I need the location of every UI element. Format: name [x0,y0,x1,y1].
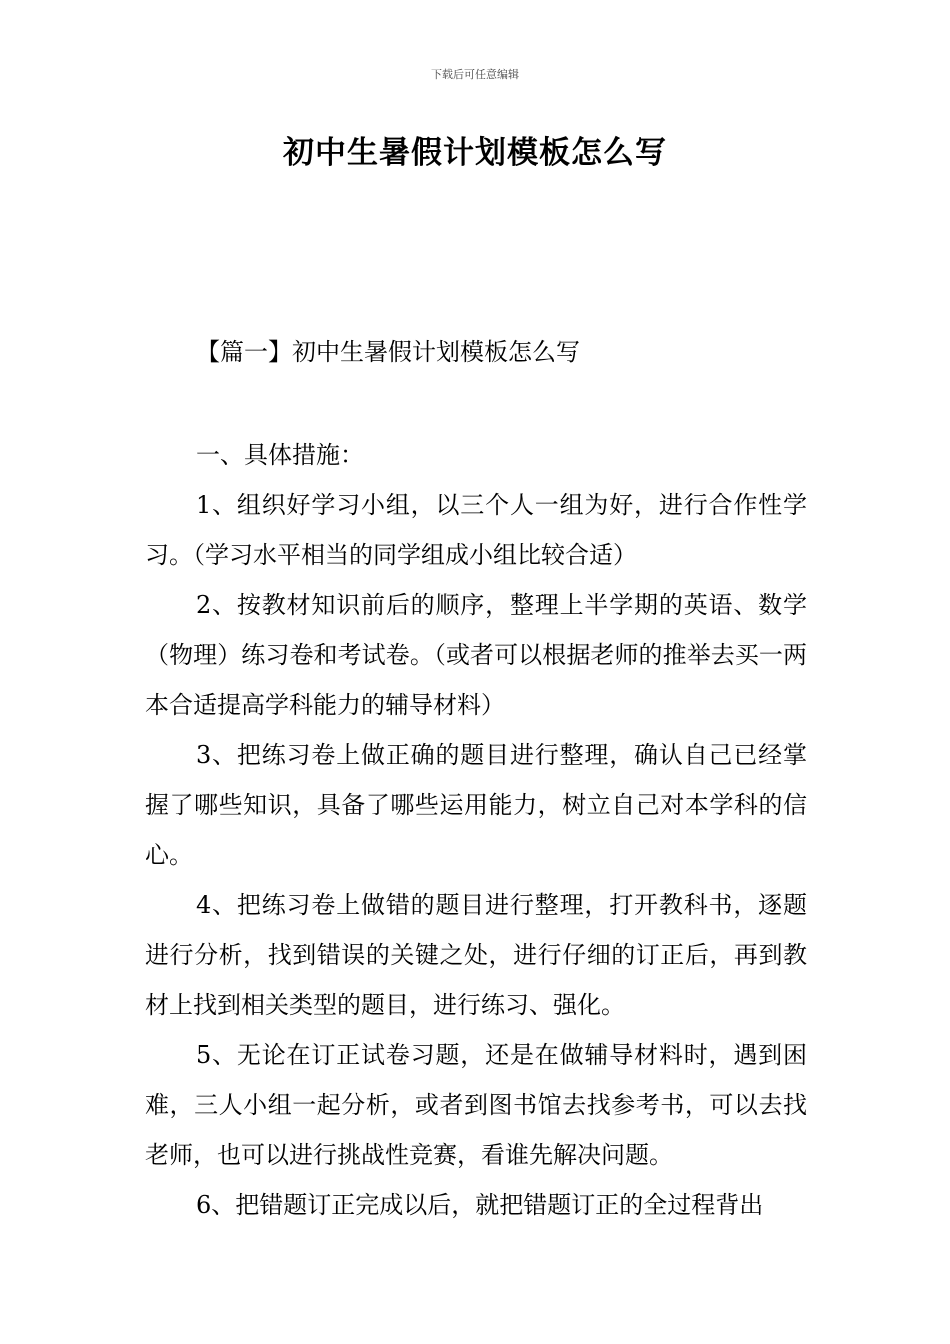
header-note: 下载后可任意编辑 [431,68,519,81]
paragraph-item-4: 4、把练习卷上做错的题目进行整理，打开教科书，逐题进行分析，找到错误的关键之处，进行仔细的订正后，再到教材上找到相关类型的题目，进行练习、强化。 [145,891,807,1019]
paragraph-item-3: 3、把练习卷上做正确的题目进行整理，确认自己已经掌握了哪些知识，具备了哪些运用能力，树立自己对本学科的信心。 [145,741,807,869]
body-text [145,430,807,1230]
paragraph-item-6: 6、把错题订正完成以后，就把错题订正的全过程背出 [196,1191,764,1219]
paragraph-item-5: 5、无论在订正试卷习题，还是在做辅导材料时，遇到困难，三人小组一起分析，或者到图书馆去找参考书，可以去找老师，也可以进行挑战性竞赛，看谁先解决问题。 [145,1041,807,1169]
section-heading: 【篇一】初中生暑假计划模板怎么写 [196,338,580,366]
paragraph-measures-heading: 一、具体措施： [196,441,364,469]
paragraph-item-1: 1、组织好学习小组，以三个人一组为好，进行合作性学习。（学习水平相当的同学组成小组比较合适） [145,491,807,569]
document-title: 初中生暑假计划模板怎么写 [283,135,667,171]
paragraph-item-2: 2、按教材知识前后的顺序，整理上半学期的英语、数学（物理）练习卷和考试卷。（或者可以根据老师的推举去买一两本合适提高学科能力的辅导材料） [145,591,807,719]
